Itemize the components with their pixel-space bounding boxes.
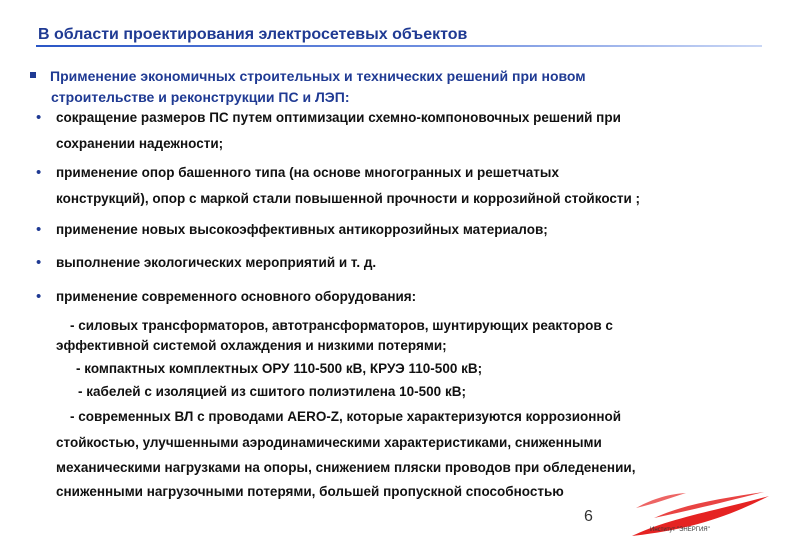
sub-item-line: эффективной системой охлаждения и низкими потерями; <box>56 338 447 353</box>
logo-text: Институт "ЭНЕРГИЯ" <box>650 527 710 533</box>
list-item <box>36 284 776 310</box>
sub-item-line: сниженными нагрузочными потерями, большей пропускной способностью <box>56 484 564 499</box>
sub-item-line: - компактных комплектных ОРУ 110-500 кВ, КРУЭ 110-500 кВ; <box>76 361 483 376</box>
slide-title: В области проектирования электросетевых объектов <box>38 26 468 43</box>
bullet-dot-icon: • <box>36 288 42 305</box>
title-underline <box>36 45 762 47</box>
sub-item-line: стойкостью, улучшенными аэродинамическими характеристиками, сниженными <box>56 435 602 450</box>
bullet-line: конструкций), опор с маркой стали повышенной прочности и коррозийной стойкости ; <box>56 191 641 206</box>
institute-logo-icon <box>624 488 774 544</box>
bullet-line: применение новых высокоэффективных антикоррозийных материалов; <box>56 222 548 237</box>
bullet-line: применение современного основного оборудования: <box>56 289 417 304</box>
list-item <box>36 105 776 157</box>
sub-item-line: - современных ВЛ с проводами AERO-Z, которые характеризуются коррозионной <box>70 409 622 424</box>
lead-line-2: строительстве и реконструкции ПС и ЛЭП: <box>51 89 350 105</box>
square-bullet-icon <box>30 72 36 78</box>
bullet-dot-icon: • <box>36 221 42 238</box>
bullet-line: сохранении надежности; <box>56 136 224 151</box>
sub-item-line: механическими нагрузками на опоры, снижением пляски проводов при обледенении, <box>56 460 636 475</box>
lead-paragraph <box>30 66 730 108</box>
bullet-dot-icon: • <box>36 109 42 126</box>
bullet-line: применение опор башенного типа (на основе многогранных и решетчатых <box>56 165 559 180</box>
bullet-dot-icon: • <box>36 254 42 271</box>
bullet-line: выполнение экологических мероприятий и т. д. <box>56 255 377 270</box>
bullet-line: сокращение размеров ПС путем оптимизации схемно-компоновочных решений при <box>56 110 621 125</box>
list-item <box>36 250 776 276</box>
list-item <box>36 217 776 243</box>
lead-line-1: Применение экономичных строительных и технических решений при новом <box>50 68 586 84</box>
list-item <box>36 160 781 212</box>
sub-item-line: - кабелей с изоляцией из сшитого полиэтилена 10-500 кВ; <box>78 384 466 399</box>
page-number: 6 <box>584 508 593 525</box>
bullet-dot-icon: • <box>36 164 42 181</box>
sub-item-line: - силовых трансформаторов, автотрансформаторов, шунтирующих реакторов с <box>70 318 613 333</box>
